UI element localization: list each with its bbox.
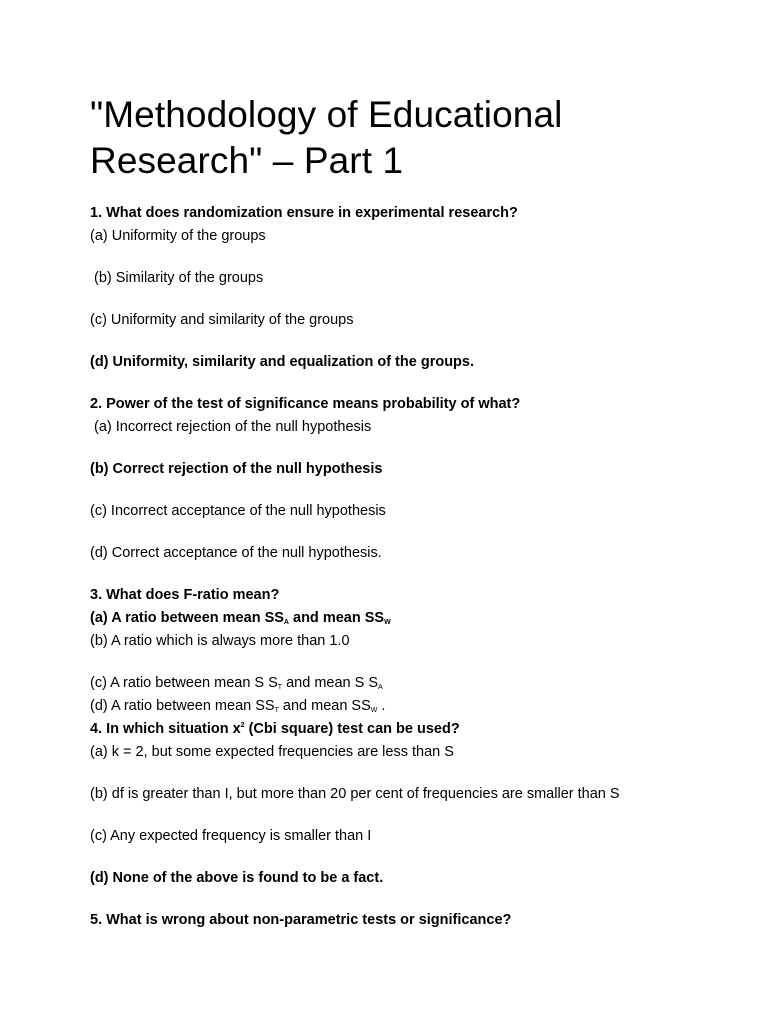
question-1: 1. What does randomization ensure in experimental research? <box>90 205 518 221</box>
q2-option-a: (a) Incorrect rejection of the null hypothesis <box>94 419 372 435</box>
q1-option-b: (b) Similarity of the groups <box>94 270 264 286</box>
question-5: 5. What is wrong about non-parametric tests or significance? <box>90 912 512 928</box>
question-4 <box>90 718 730 741</box>
q2-option-c: (c) Incorrect acceptance of the null hypothesis <box>90 503 386 519</box>
question-3: 3. What does F-ratio mean? <box>90 587 280 603</box>
q3-a-subscript-2: W <box>384 619 391 626</box>
q3-option-a-answer <box>90 607 730 630</box>
q3-d-subscript-2: W <box>370 707 378 714</box>
q4-option-d-answer: (d) None of the above is found to be a fact. <box>90 870 384 886</box>
q2-option-b-answer: (b) Correct rejection of the null hypothesis <box>90 461 383 477</box>
page-title: "Methodology of Educational Research" – Part 1 <box>90 94 563 181</box>
q3-d-text-mid: and mean SS <box>278 698 371 714</box>
question-2: 2. Power of the test of significance means probability of what? <box>90 396 521 412</box>
q3-c-subscript-2: A <box>378 684 383 691</box>
q3-d-subscript-1: T <box>274 707 279 714</box>
q4-superscript: 2 <box>240 722 245 729</box>
q1-option-c: (c) Uniformity and similarity of the groups <box>90 312 354 328</box>
q3-c-text: (c) A ratio between mean S S <box>90 675 278 691</box>
q4-option-a: (a) k = 2, but some expected frequencies are less than S <box>90 744 454 760</box>
q4-option-b: (b) df is greater than I, but more than 20 per cent of frequencies are smaller than S <box>90 786 620 802</box>
q3-a-text: (a) A ratio between mean SS <box>90 610 284 626</box>
q3-option-c <box>90 672 730 695</box>
q4-text: 4. In which situation x <box>90 721 241 737</box>
document-page <box>90 92 730 932</box>
q2-option-d: (d) Correct acceptance of the null hypothesis. <box>90 545 382 561</box>
q3-c-text-mid: and mean S S <box>282 675 378 691</box>
q3-d-text: (d) A ratio between mean SS <box>90 698 275 714</box>
q3-d-text-end: . <box>377 698 386 714</box>
q1-option-d-answer: (d) Uniformity, similarity and equalization of the groups. <box>90 354 475 370</box>
q4-text-end: (Cbi square) test can be used? <box>244 721 460 737</box>
q3-option-b: (b) A ratio which is always more than 1.0 <box>90 633 350 649</box>
q3-a-subscript-1: A <box>283 619 289 626</box>
q3-option-d <box>90 695 730 718</box>
q3-c-subscript-1: T <box>277 684 283 691</box>
q3-a-text-mid: and mean SS <box>288 610 385 626</box>
q1-option-a: (a) Uniformity of the groups <box>90 228 266 244</box>
q4-option-c: (c) Any expected frequency is smaller than I <box>90 828 372 844</box>
